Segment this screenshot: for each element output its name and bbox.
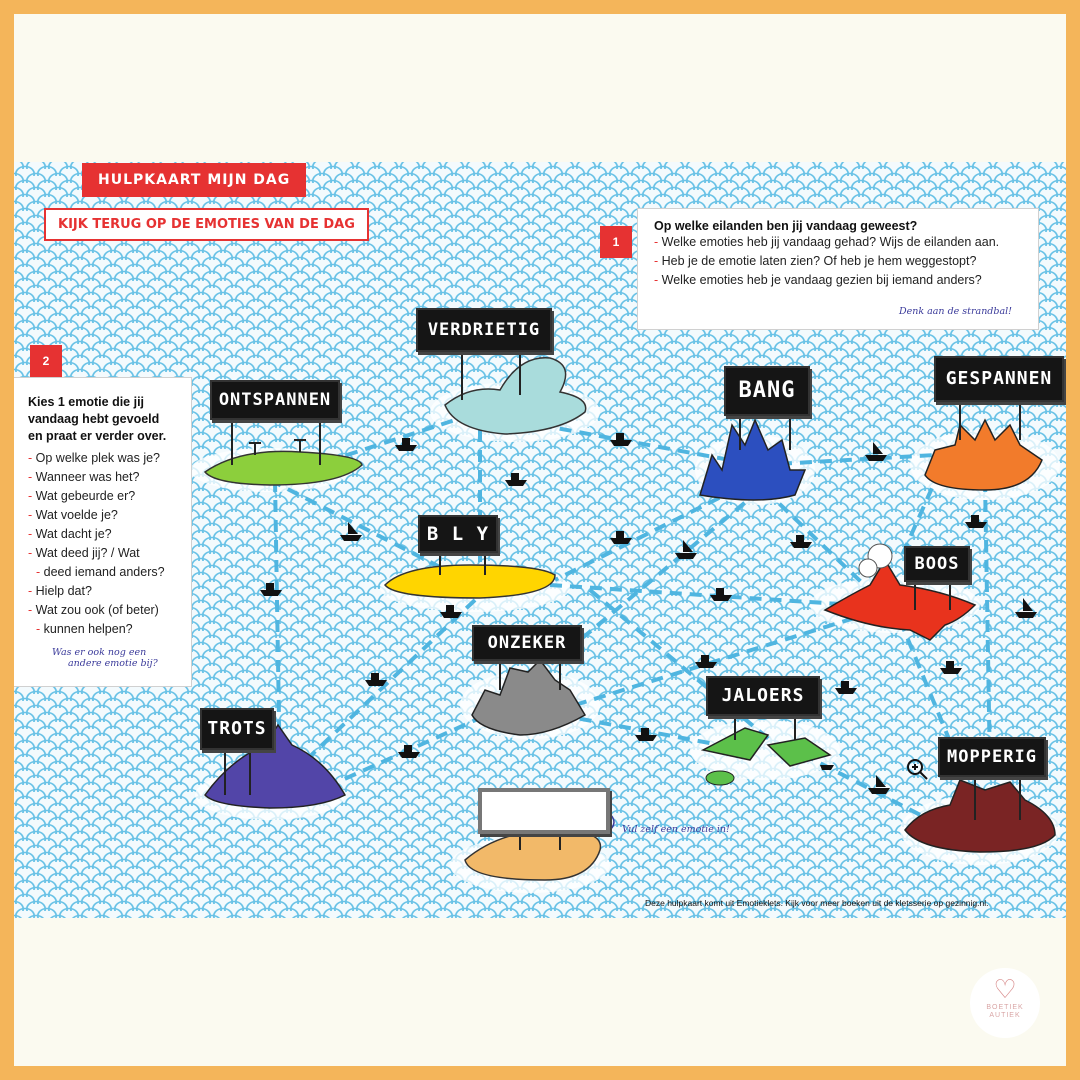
question-2-title: en praat er verder over. <box>28 429 167 443</box>
sign-bang[interactable]: BANG <box>724 366 810 416</box>
heart-icon: ♡ <box>993 974 1017 1004</box>
question-1-item: - Welke emoties heb je vandaag gezien bij iemand anders? <box>654 271 1038 290</box>
question-2-item: - Wanneer was het? <box>28 468 191 487</box>
andere-emotie-note: Was er ook nog een <box>52 647 147 658</box>
page-subtitle: KIJK TERUG OP DE EMOTIES VAN DE DAG <box>44 208 369 241</box>
question-2-title: vandaag hebt gevoeld <box>28 412 160 426</box>
island-onzeker <box>472 660 585 735</box>
sign-mopperig[interactable]: MOPPERIG <box>938 737 1046 777</box>
step-badge-1: 1 <box>600 226 632 258</box>
boetiek-autiek-logo <box>970 968 1040 1038</box>
sign-ontspannen[interactable]: ONTSPANNEN <box>210 380 340 420</box>
question-box-2 <box>14 377 192 687</box>
sign-bly[interactable]: B L Y <box>418 515 498 553</box>
credit-line: Deze hulpkaart komt uit Emotieklets. Kijk voor meer boeken uit de kletsserie op gezinnig.nl. <box>645 898 989 908</box>
logo-text: BOETIEK <box>986 1004 1024 1011</box>
question-1-item: - Welke emoties heb jij vandaag gehad? Wijs de eilanden aan. <box>654 233 1038 252</box>
question-2-item-cont: - kunnen helpen? <box>28 620 191 639</box>
strandbal-note: Denk aan de strandbal! <box>898 306 1012 317</box>
sign-boos[interactable]: BOOS <box>904 546 970 582</box>
question-2-item: - Wat deed jij? / Wat <box>28 544 191 563</box>
question-2-item: - Wat gebeurde er? <box>28 487 191 506</box>
page-title: HULPKAART MIJN DAG <box>82 163 306 197</box>
logo-text: AUTIEK <box>989 1012 1021 1019</box>
island-verdrietig <box>445 358 586 434</box>
island-gespannen <box>925 420 1042 490</box>
question-2-item: - Wat dacht je? <box>28 525 191 544</box>
question-box-1 <box>637 208 1039 330</box>
island-empty <box>465 830 600 880</box>
sign-jaloers[interactable]: JALOERS <box>706 676 820 716</box>
sign-gespannen[interactable]: GESPANNEN <box>934 356 1064 402</box>
andere-emotie-note: andere emotie bij? <box>68 658 158 669</box>
sign-verdrietig[interactable]: VERDRIETIG <box>416 308 552 352</box>
question-2-item: - Wat zou ook (of beter) <box>28 601 191 620</box>
question-2-item: - Wat voelde je? <box>28 506 191 525</box>
question-2-item: - Op welke plek was je? <box>28 449 191 468</box>
question-2-item: - Hielp dat? <box>28 582 191 601</box>
step-badge-2: 2 <box>30 345 62 377</box>
sign-onzeker[interactable]: ONZEKER <box>472 625 582 661</box>
question-2-title: Kies 1 emotie die jij <box>28 395 145 409</box>
question-1-title: Op welke eilanden ben jij vandaag geweest? <box>654 219 918 233</box>
sign-empty[interactable] <box>478 788 610 834</box>
question-2-item-cont: - deed iemand anders? <box>28 563 191 582</box>
question-1-item: - Heb je de emotie laten zien? Of heb je hem weggestopt? <box>654 252 1038 271</box>
zoom-in-icon <box>908 760 927 779</box>
island-mopperig <box>905 780 1055 852</box>
sign-trots[interactable]: TROTS <box>200 708 274 750</box>
empty-sign-note: Vul zelf een emotie in! <box>622 824 730 835</box>
island-bly <box>385 565 555 598</box>
